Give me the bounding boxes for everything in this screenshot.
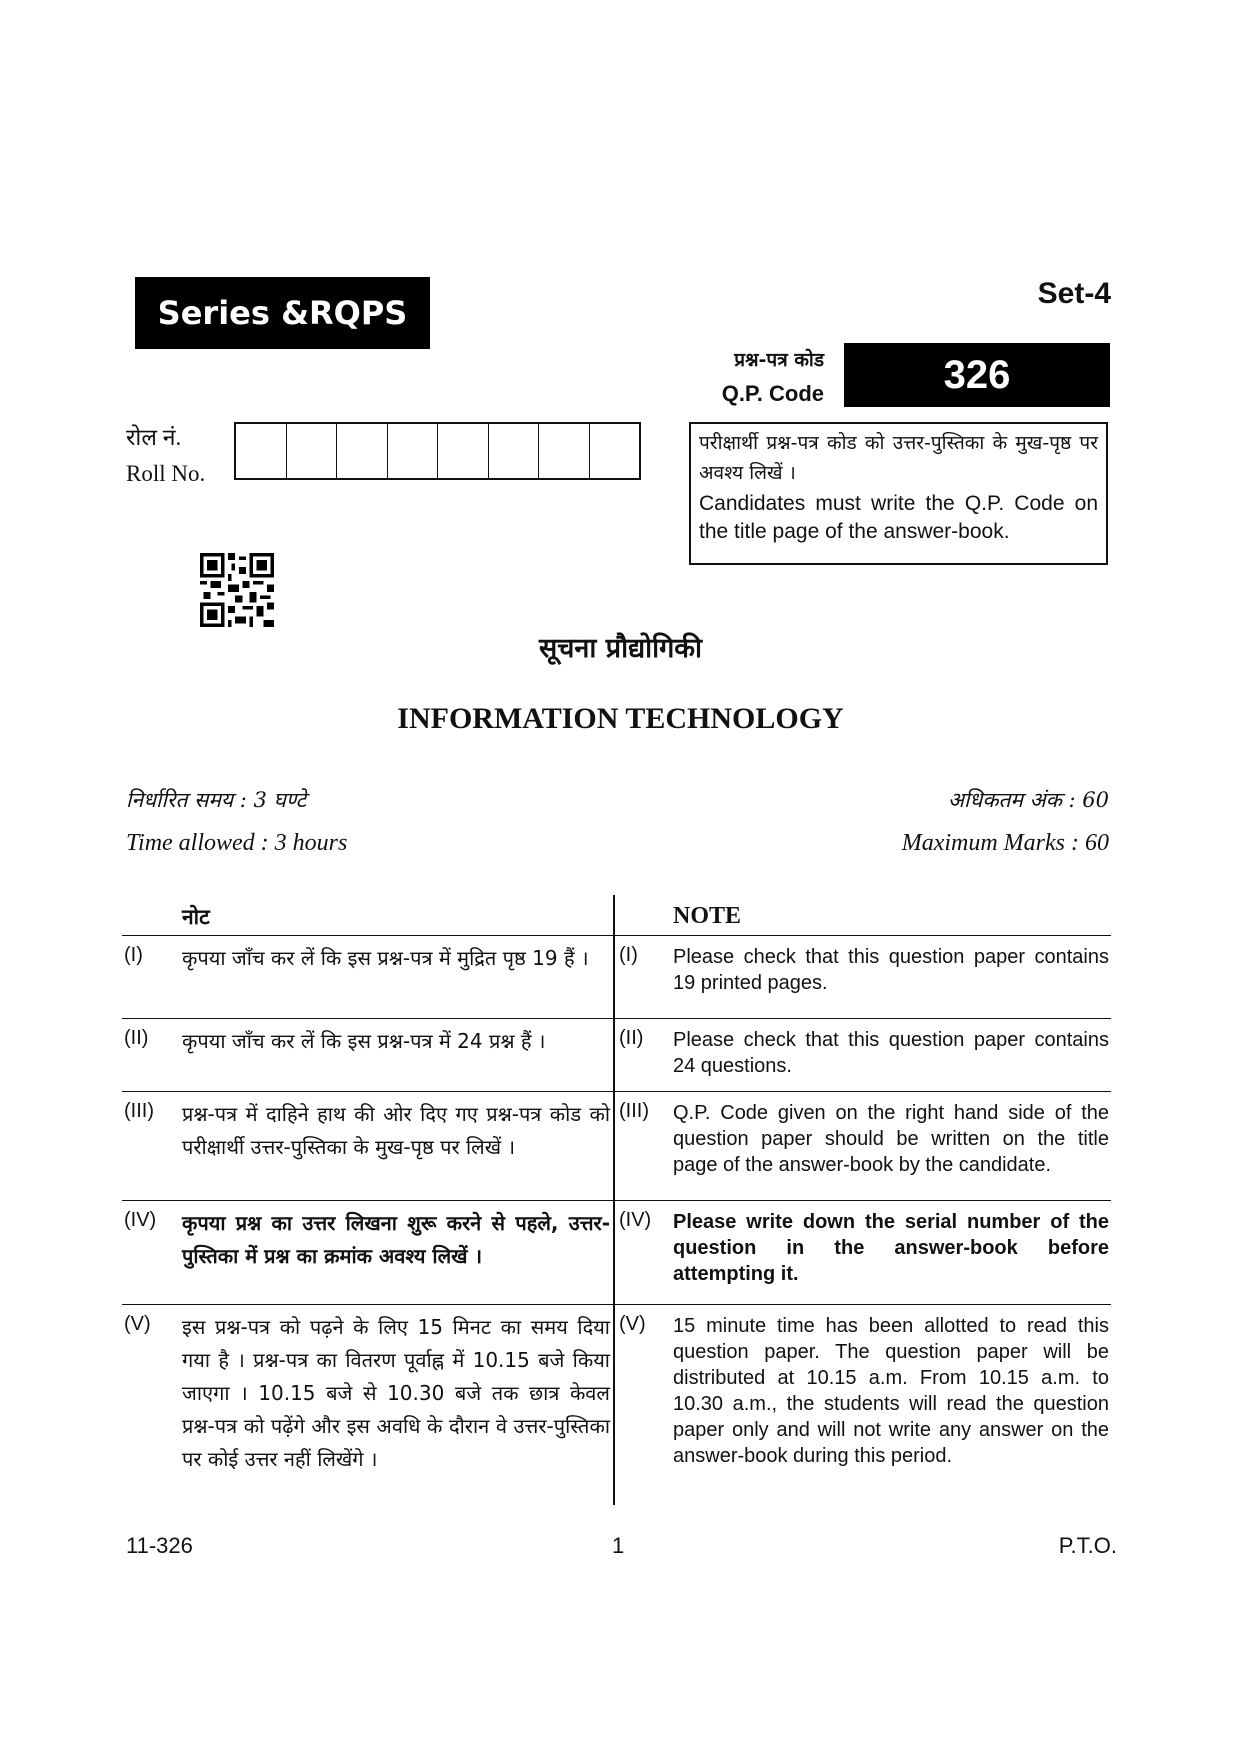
note-text-hindi: कृपया जाँच कर लें कि इस प्रश्न-पत्र में मुद्रित पृष्ठ 19 हैं । bbox=[182, 946, 589, 970]
page-number: 1 bbox=[612, 1533, 625, 1558]
qp-code-label-english: Q.P. Code bbox=[721, 381, 824, 406]
maximum-marks-english: Maximum Marks : 60 bbox=[901, 830, 1109, 856]
note-text-english: Please check that this question paper contains 24 questions. bbox=[673, 1029, 1109, 1077]
note-number: (III) bbox=[124, 1100, 154, 1122]
note-row bbox=[122, 1019, 1111, 1092]
roll-digit-box[interactable] bbox=[590, 424, 640, 478]
note-text-english: 15 minute time has been allotted to read this question paper. The question paper will be distributed at 10.15 a.m. From 10.15 a.m. to 10.30 a.m., the students will read the question paper only and will not write any answer on the answer-book during this period. bbox=[673, 1315, 1109, 1467]
note-number: (IV) bbox=[619, 1209, 652, 1231]
note-text-english: Please write down the serial number of the question in the answer-book before attempting it. bbox=[673, 1211, 1109, 1285]
note-text-english: Q.P. Code given on the right hand side of the question paper should be written on the title page of the answer-book by the candidate. bbox=[673, 1102, 1109, 1176]
note-row bbox=[122, 936, 1111, 1019]
notes-header bbox=[122, 895, 1111, 936]
qp-code-value: 326 bbox=[844, 343, 1110, 407]
roll-digit-box[interactable] bbox=[287, 424, 338, 478]
note-number: (IV) bbox=[124, 1209, 157, 1231]
roll-number-boxes[interactable] bbox=[234, 422, 641, 480]
note-number: (I) bbox=[124, 944, 143, 966]
note-text-hindi: कृपया प्रश्न का उत्तर लिखना शुरू करने से पहले, उत्तर-पुस्तिका में प्रश्न का क्रमांक अवश्य लिखें । bbox=[182, 1211, 610, 1268]
note-text-hindi: प्रश्न-पत्र में दाहिने हाथ की ओर दिए गए प्रश्न-पत्र कोड को परीक्षार्थी उत्तर-पुस्तिका के मुख-पृष्ठ पर लिखें । bbox=[182, 1102, 610, 1159]
note-text-english: Please check that this question paper contains 19 printed pages. bbox=[673, 946, 1109, 994]
maximum-marks-hindi: अधिकतम अंक : 60 bbox=[947, 788, 1109, 812]
note-text-hindi: इस प्रश्न-पत्र को पढ़ने के लिए 15 मिनट का समय दिया गया है । प्रश्न-पत्र का वितरण पूर्वाह्न में 10.15 बजे किया जाएगा । 10.15 बजे से 10.30 बजे तक छात्र केवल प्रश्न-पत्र को पढ़ेंगे और इस अवधि के दौरान वे उत्तर-पुस्तिका पर कोई उत्तर नहीं लिखेंगे । bbox=[182, 1315, 610, 1471]
note-number: (V) bbox=[124, 1313, 151, 1335]
pto-label: P.T.O. bbox=[1058, 1533, 1117, 1558]
note-row bbox=[122, 1305, 1111, 1505]
note-text-hindi: कृपया जाँच कर लें कि इस प्रश्न-पत्र में 24 प्रश्न हैं । bbox=[182, 1029, 546, 1053]
note-number: (II) bbox=[619, 1027, 644, 1049]
qp-code-label-hindi: प्रश्न-पत्र कोड bbox=[734, 349, 824, 371]
roll-digit-box[interactable] bbox=[438, 424, 489, 478]
paper-code-footer: 11-326 bbox=[126, 1533, 193, 1558]
subject-title-english: INFORMATION TECHNOLOGY bbox=[397, 702, 844, 735]
series-label: Series &RQPS bbox=[135, 277, 430, 349]
roll-digit-box[interactable] bbox=[236, 424, 287, 478]
subject-title-hindi: सूचना प्रौद्योगिकी bbox=[538, 633, 703, 664]
time-allowed-english: Time allowed : 3 hours bbox=[126, 830, 348, 856]
set-label: Set-4 bbox=[1037, 277, 1111, 310]
notes-heading-hindi: नोट bbox=[182, 905, 210, 929]
roll-digit-box[interactable] bbox=[388, 424, 439, 478]
notes-heading-english: NOTE bbox=[673, 903, 742, 929]
notice-hindi: परीक्षार्थी प्रश्न-पत्र कोड को उत्तर-पुस्तिका के मुख-पृष्ठ पर अवश्य लिखें । bbox=[699, 432, 1098, 484]
note-row bbox=[122, 1201, 1111, 1305]
qp-code-label bbox=[676, 343, 824, 411]
notice-english: Candidates must write the Q.P. Code on the title page of the answer-book. bbox=[699, 492, 1098, 543]
note-row bbox=[122, 1092, 1111, 1201]
note-number: (V) bbox=[619, 1313, 646, 1335]
roll-digit-box[interactable] bbox=[337, 424, 388, 478]
time-allowed-hindi: निर्धारित समय : 3 घण्टे bbox=[126, 788, 307, 812]
roll-digit-box[interactable] bbox=[489, 424, 540, 478]
notes-table bbox=[122, 895, 1111, 1505]
qr-code-icon bbox=[200, 553, 274, 627]
roll-label-hindi: रोल नं. bbox=[126, 425, 182, 450]
note-number: (II) bbox=[124, 1027, 149, 1049]
note-number: (III) bbox=[619, 1100, 649, 1122]
roll-label-english: Roll No. bbox=[126, 461, 206, 486]
qp-code-notice bbox=[689, 422, 1108, 565]
roll-digit-box[interactable] bbox=[539, 424, 590, 478]
roll-number-label bbox=[126, 420, 205, 492]
note-number: (I) bbox=[619, 944, 638, 966]
